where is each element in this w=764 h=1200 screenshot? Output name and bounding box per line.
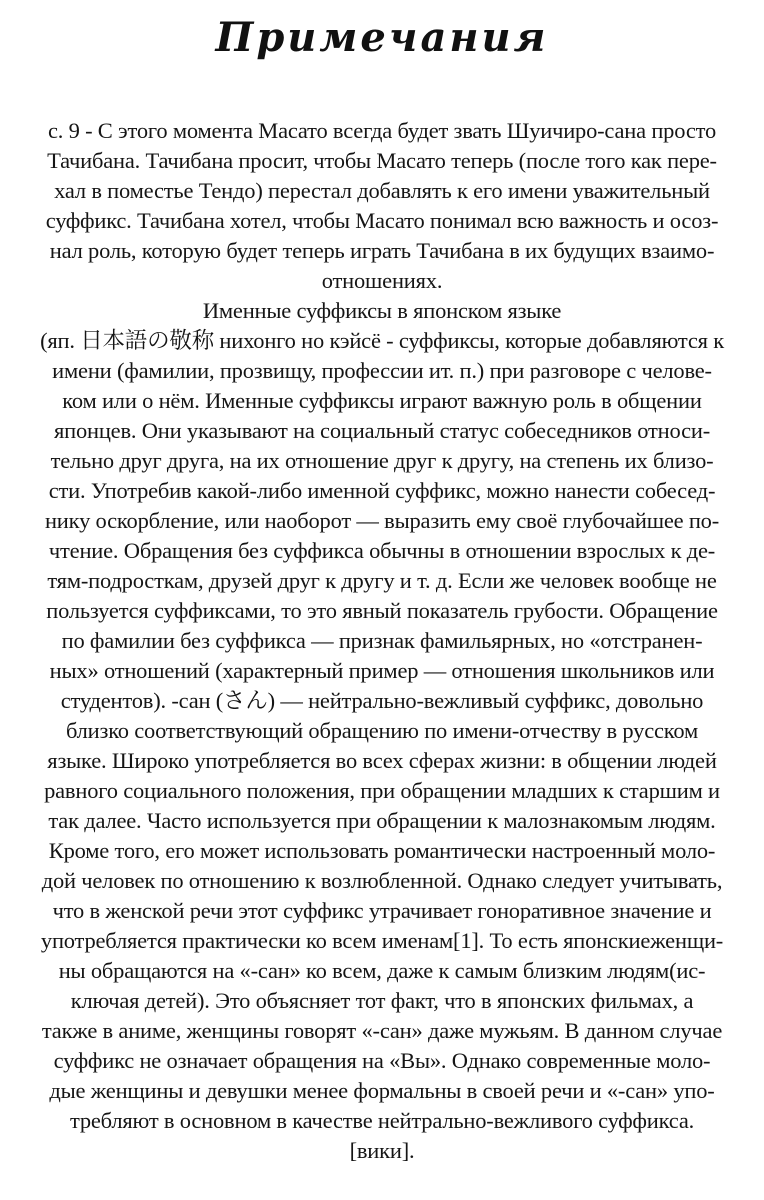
text-line: имени (фамилии, прозвищу, профессии ит. п.) при разговоре с челове-	[52, 358, 712, 383]
text-line: нику оскорбление, или наоборот — выразить ему своё глубочайшее по-	[44, 508, 720, 533]
text-line: близко соответствующий обращению по имени-отчеству в русском	[65, 718, 699, 743]
text-line: хал в поместье Тендо) перестал добавлять к его имени уважительный	[54, 178, 710, 203]
text-line: суффикс не означает обращения на «Вы». Однако современные моло-	[53, 1048, 711, 1073]
text-line: так далее. Часто используется при обращении к малознакомым людям.	[48, 808, 716, 833]
text-line: тельно друг друга, на их отношение друг к другу, на степень их близо-	[50, 448, 714, 473]
text-line: тям-подросткам, друзей друг к другу и т. д. Если же человек вообще не	[47, 568, 717, 593]
text-line: суффикс. Тачибана хотел, чтобы Масато понимал всю важность и осоз-	[45, 208, 719, 233]
text-line: (яп. 日本語の敬称 нихонго но кэйсё - суффиксы, которые добавляются к	[40, 328, 724, 353]
text-line: употребляется практически ко всем именам[1]. То есть японскиеженщи-	[40, 928, 724, 953]
text-line: языке. Широко употребляется во всех сферах жизни: в общении людей	[47, 748, 717, 773]
text-line: чтение. Обращения без суффикса обычны в отношении взрослых к де-	[48, 538, 716, 563]
text-line: что в женской речи этот суффикс утрачивает гоноративное значение и	[52, 898, 712, 923]
text-line: равного социального положения, при обращении младших к старшим и	[44, 778, 720, 803]
text-line: отношениях.	[321, 268, 443, 293]
text-line: ны обращаются на «-сан» ко всем, даже к самым близким людям(ис-	[58, 958, 706, 983]
text-line: ных» отношений (характерный пример — отношения школьников или	[49, 658, 715, 683]
source-reference: [вики].	[349, 1138, 415, 1163]
text-line: по фамилии без суффикса — признак фамильярных, но «отстранен-	[61, 628, 703, 653]
text-line: студентов). -сан (さん) — нейтрально-вежливый суффикс, довольно	[60, 688, 704, 713]
text-line: ком или о нём. Именные суффиксы играют важную роль в общении	[62, 388, 702, 413]
text-line: с. 9 - С этого момента Масато всегда будет звать Шуичиро-сана просто	[47, 118, 717, 143]
text-line: дые женщины и девушки менее формальны в своей речи и «-сан» упо-	[49, 1078, 715, 1103]
text-line: нал роль, которую будет теперь играть Тачибана в их будущих взаимо-	[49, 238, 715, 263]
text-line: Тачибана. Тачибана просит, чтобы Масато теперь (после того как пере-	[47, 148, 717, 173]
text-line: ключая детей). Это объясняет тот факт, что в японских фильмах, а	[70, 988, 694, 1013]
text-line: сти. Употребив какой-либо именной суффикс, можно нанести собесед-	[48, 478, 716, 503]
section-heading: Именные суффиксы в японском языке	[202, 298, 562, 323]
text-line: пользуется суффиксами, то это явный показатель грубости. Обращение	[46, 598, 718, 623]
text-line: японцев. Они указывают на социальный статус собеседников относи-	[53, 418, 711, 443]
text-line: также в аниме, женщины говорят «-сан» даже мужьям. В данном случае	[41, 1018, 723, 1043]
text-line: требляют в основном в качестве нейтрально-вежливого суффикса.	[69, 1108, 695, 1133]
page-title: Примечания	[215, 14, 549, 61]
notes-body	[26, 116, 738, 1166]
text-line: дой человек по отношению к возлюбленной. Однако следует учитывать,	[41, 868, 723, 893]
text-line: Кроме того, его может использовать романтически настроенный моло-	[48, 838, 716, 863]
